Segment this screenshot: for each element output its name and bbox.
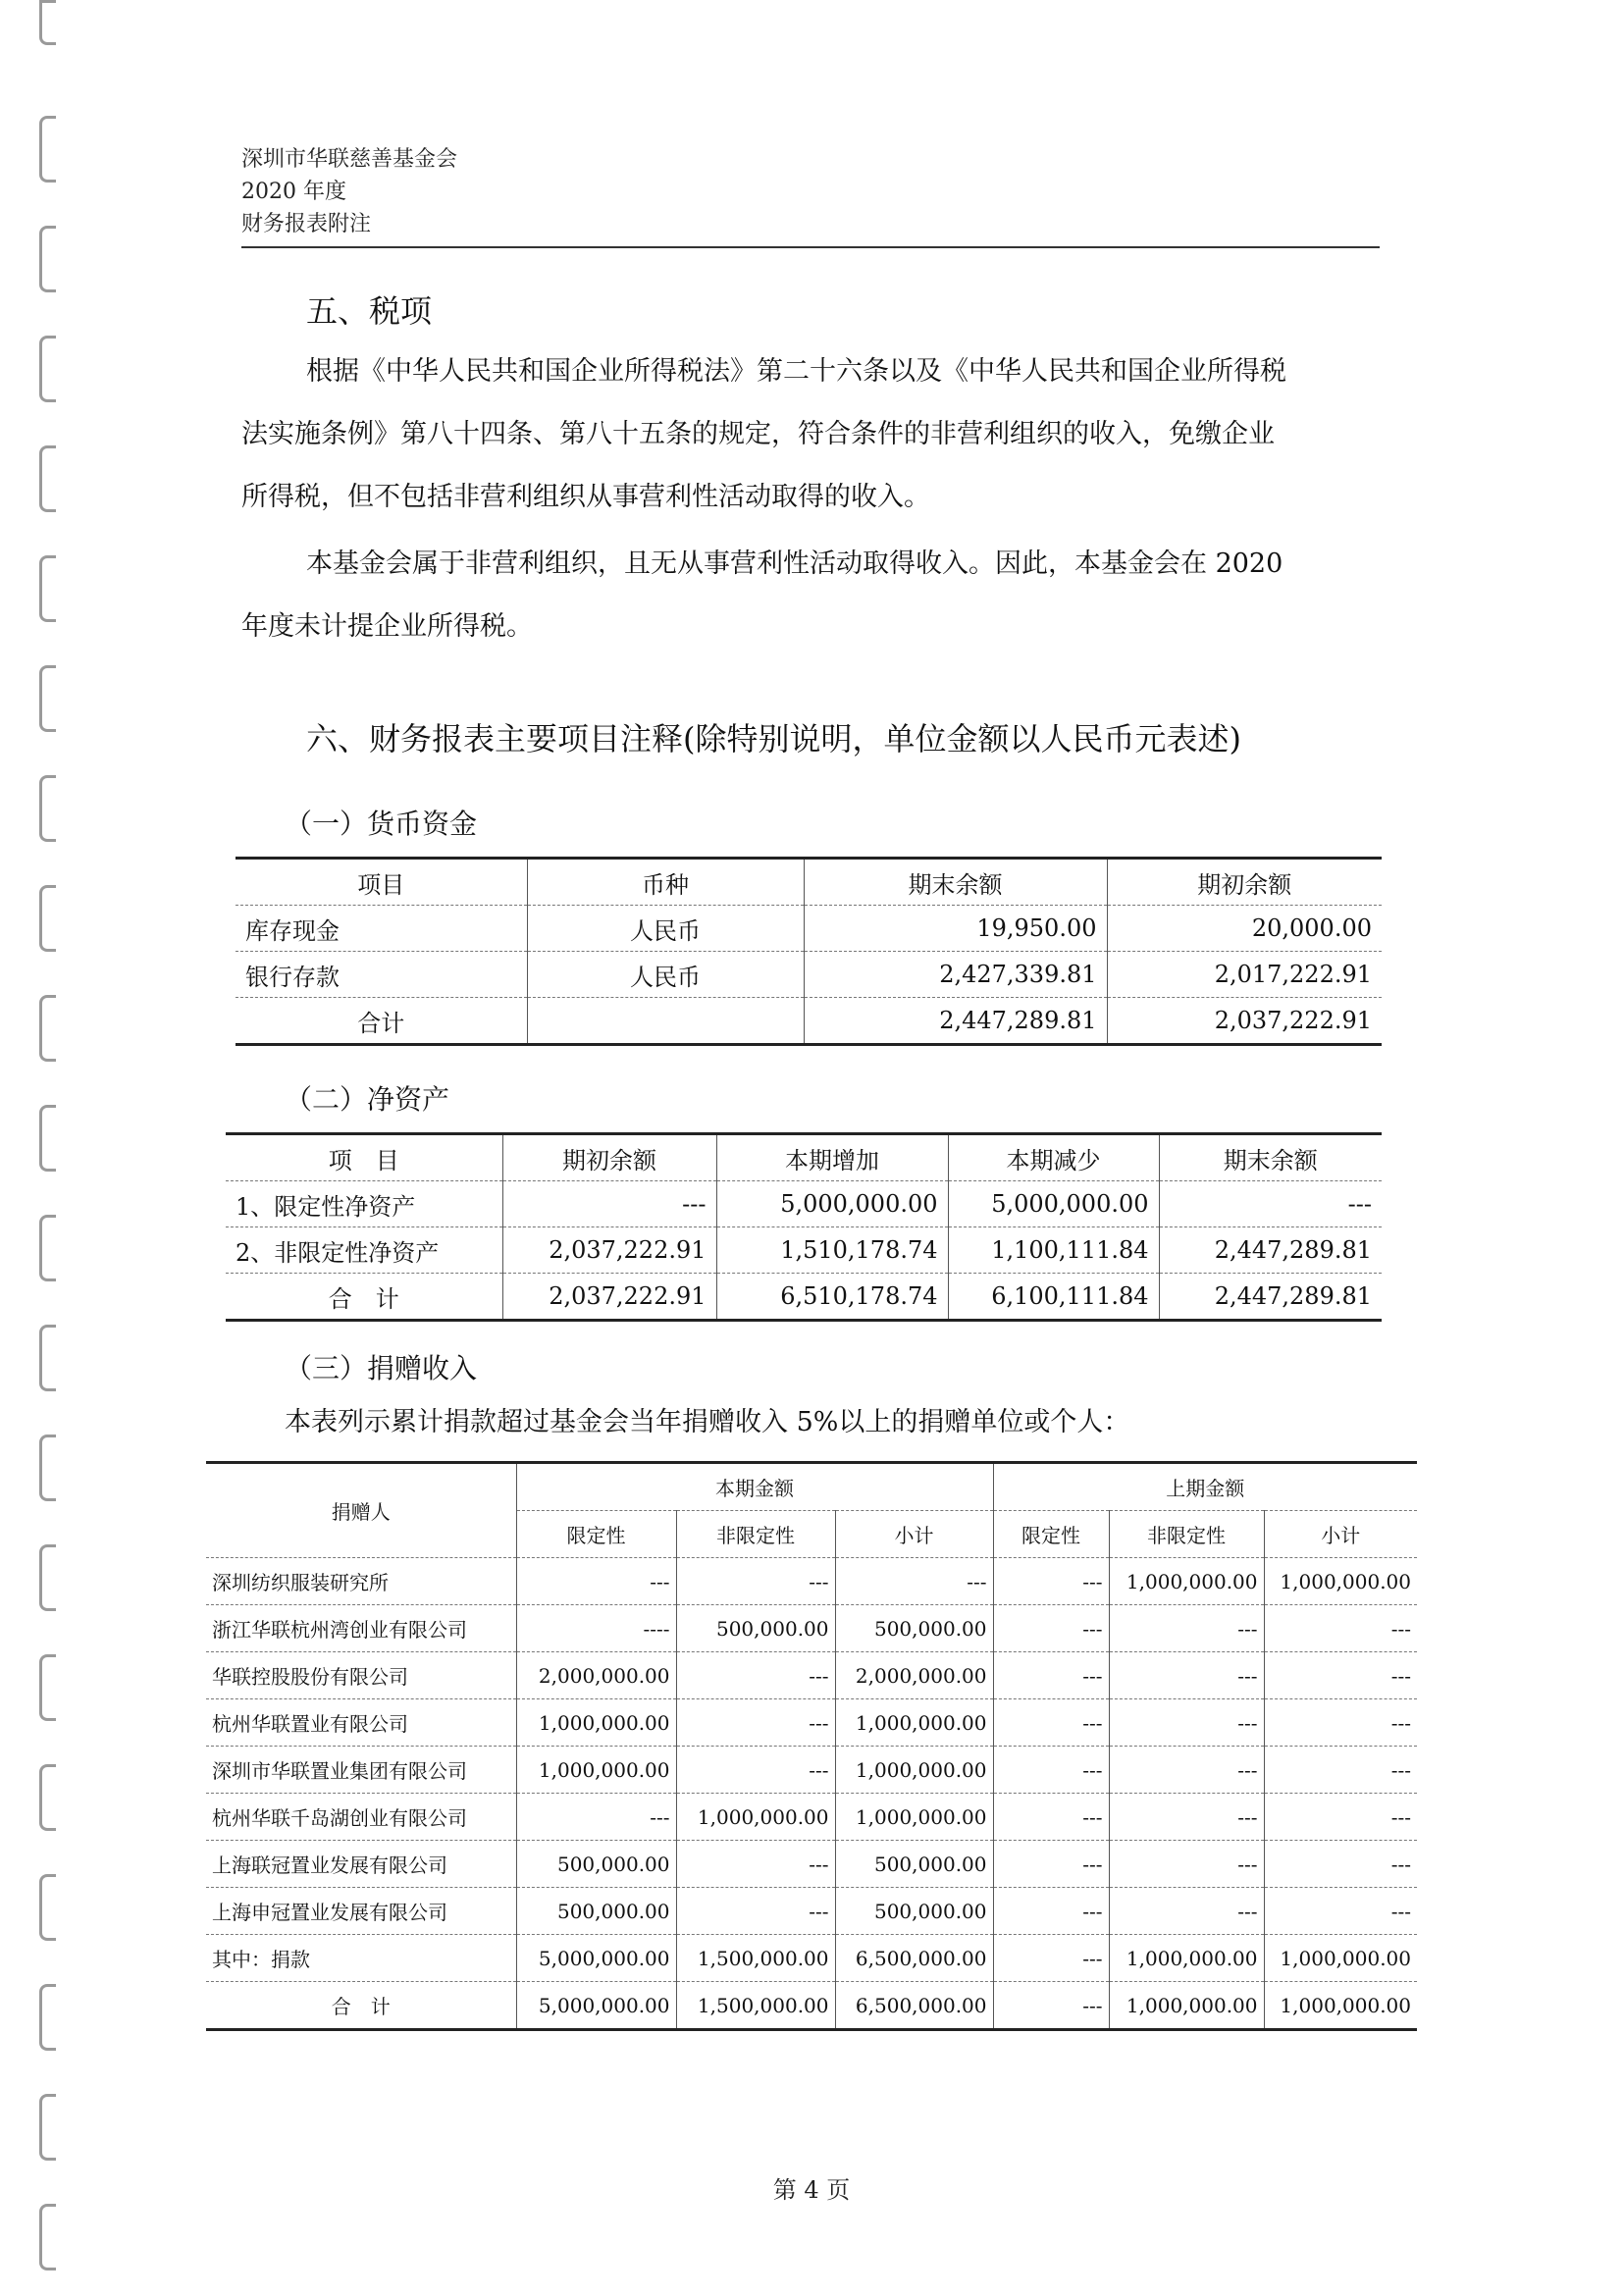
binder-ring	[39, 336, 56, 402]
cell-increase: 6,510,178.74	[716, 1274, 948, 1321]
binder-ring	[39, 1764, 56, 1831]
cell-begin: 2,037,222.91	[502, 1274, 716, 1321]
cell-value: ---	[835, 1558, 993, 1605]
cell-value: ----	[516, 1605, 676, 1652]
column-header: 期末余额	[804, 859, 1107, 906]
column-header: 小计	[1264, 1511, 1417, 1558]
binder-ring	[39, 1874, 56, 1941]
cell-currency: 人民币	[527, 906, 804, 952]
cell-value: ---	[1109, 1888, 1264, 1935]
column-header: 非限定性	[1109, 1511, 1264, 1558]
net-assets-section-title: （二）净资产	[285, 1083, 450, 1116]
table-row	[206, 1935, 1417, 1982]
column-header: 期初余额	[502, 1134, 716, 1181]
section-5-paragraph-2-cont	[241, 596, 1380, 658]
cell-donor: 其中：捐款	[206, 1935, 516, 1982]
header-doc: 财务报表附注	[241, 212, 372, 236]
column-header: 期初余额	[1107, 859, 1382, 906]
cell-value: ---	[1109, 1794, 1264, 1841]
column-header: 币种	[527, 859, 804, 906]
cell-item: 银行存款	[236, 952, 527, 998]
table-row	[206, 1699, 1417, 1747]
header-year: 2020 年度	[241, 180, 346, 204]
cell-value: 1,000,000.00	[1109, 1982, 1264, 2030]
cell-value: ---	[676, 1558, 835, 1605]
paragraph-line: 所得税，但不包括非营利组织从事营利性活动取得的收入。	[241, 482, 930, 512]
column-header-donor: 捐赠人	[206, 1463, 516, 1558]
binder-ring	[39, 885, 56, 952]
cell-begin-balance: 20,000.00	[1107, 906, 1382, 952]
cell-decrease: 5,000,000.00	[948, 1181, 1159, 1227]
binder-ring	[39, 445, 56, 512]
cell-value: ---	[676, 1747, 835, 1794]
binder-ring	[39, 2204, 56, 2270]
cell-value: 1,000,000.00	[676, 1794, 835, 1841]
header-org: 深圳市华联慈善基金会	[241, 147, 458, 172]
cell-value: ---	[993, 1747, 1109, 1794]
cell-currency: 人民币	[527, 952, 804, 998]
cell-value: ---	[1109, 1605, 1264, 1652]
cell-value: ---	[1264, 1747, 1417, 1794]
binder-ring	[39, 775, 56, 842]
cell-value: 500,000.00	[676, 1605, 835, 1652]
cash-table	[236, 857, 1382, 1046]
cell-end-balance: 19,950.00	[804, 906, 1107, 952]
cell-value: ---	[676, 1652, 835, 1699]
binder-ring	[39, 1215, 56, 1281]
cell-increase: 5,000,000.00	[716, 1181, 948, 1227]
binder-ring	[39, 116, 56, 183]
cell-item: 2、非限定性净资产	[226, 1227, 502, 1274]
column-header: 本期增加	[716, 1134, 948, 1181]
page-number: 第 4 页	[772, 2176, 851, 2204]
table-row	[206, 1794, 1417, 1841]
cell-value: 500,000.00	[835, 1888, 993, 1935]
cell-value: ---	[993, 1558, 1109, 1605]
cell-value: 500,000.00	[516, 1841, 676, 1888]
cell-end-balance: 2,447,289.81	[804, 998, 1107, 1045]
table-row	[226, 1181, 1382, 1227]
table-total-row	[226, 1274, 1382, 1321]
cell-begin-balance: 2,037,222.91	[1107, 998, 1382, 1045]
table-header-row	[236, 859, 1382, 906]
cell-value: 2,000,000.00	[835, 1652, 993, 1699]
section-5-paragraph-1-cont	[241, 403, 1380, 529]
paragraph-line: 本基金会属于非营利组织，且无从事营利性活动取得收入。因此，本基金会在 2020	[306, 548, 1283, 579]
column-header: 非限定性	[676, 1511, 835, 1558]
table-row	[206, 1888, 1417, 1935]
paragraph-line: 根据《中华人民共和国企业所得税法》第二十六条以及《中华人民共和国企业所得税	[306, 356, 1286, 387]
cell-value: 1,000,000.00	[835, 1747, 993, 1794]
cell-value: 1,000,000.00	[1109, 1558, 1264, 1605]
cell-value: ---	[1264, 1605, 1417, 1652]
table-total-row	[206, 1982, 1417, 2030]
cell-value: ---	[1109, 1841, 1264, 1888]
table-row	[206, 1747, 1417, 1794]
cell-donor: 华联控股股份有限公司	[206, 1652, 516, 1699]
cell-value: ---	[1264, 1652, 1417, 1699]
binder-ring	[39, 1325, 56, 1391]
cell-value: 5,000,000.00	[516, 1935, 676, 1982]
cell-value: ---	[993, 1841, 1109, 1888]
cell-item: 1、限定性净资产	[226, 1181, 502, 1227]
cell-value: 6,500,000.00	[835, 1935, 993, 1982]
table-row	[236, 906, 1382, 952]
cell-value: ---	[993, 1652, 1109, 1699]
cell-donor: 深圳纺织服装研究所	[206, 1558, 516, 1605]
cell-value: ---	[993, 1699, 1109, 1747]
cell-value: 1,000,000.00	[516, 1699, 676, 1747]
section-6-title: 六、财务报表主要项目注释(除特别说明，单位金额以人民币元表述)	[306, 720, 1241, 757]
cell-value: ---	[1109, 1652, 1264, 1699]
cell-value: 1,000,000.00	[516, 1747, 676, 1794]
donations-table	[206, 1461, 1417, 2031]
table-row	[236, 952, 1382, 998]
binder-ring	[39, 555, 56, 622]
cell-item: 合 计	[226, 1274, 502, 1321]
cell-value: ---	[516, 1794, 676, 1841]
cell-value: 1,000,000.00	[835, 1699, 993, 1747]
section-5-paragraph-2	[306, 533, 1386, 596]
paragraph-line: 法实施条例》第八十四条、第八十五条的规定，符合条件的非营利组织的收入，免缴企业	[241, 419, 1275, 449]
cell-end: 2,447,289.81	[1159, 1274, 1382, 1321]
cell-value: ---	[1264, 1888, 1417, 1935]
binder-ring	[39, 1435, 56, 1501]
cell-value: ---	[516, 1558, 676, 1605]
column-header-previous-period: 上期金额	[993, 1463, 1417, 1511]
cell-value: ---	[676, 1699, 835, 1747]
cell-donor: 杭州华联置业有限公司	[206, 1699, 516, 1747]
column-header: 本期减少	[948, 1134, 1159, 1181]
cell-value: 500,000.00	[835, 1841, 993, 1888]
cell-begin-balance: 2,017,222.91	[1107, 952, 1382, 998]
section-5-title: 五、税项	[306, 292, 433, 330]
column-header: 项目	[236, 859, 527, 906]
cell-donor: 深圳市华联置业集团有限公司	[206, 1747, 516, 1794]
cell-value: 6,500,000.00	[835, 1982, 993, 2030]
net-assets-table	[226, 1132, 1382, 1322]
section-5-paragraph-1	[306, 340, 1386, 403]
cell-decrease: 6,100,111.84	[948, 1274, 1159, 1321]
cell-end: 2,447,289.81	[1159, 1227, 1382, 1274]
cell-value: 1,000,000.00	[1264, 1982, 1417, 2030]
cell-value: 1,000,000.00	[835, 1794, 993, 1841]
cell-value: ---	[1264, 1794, 1417, 1841]
binder-ring	[39, 1544, 56, 1611]
donations-section-title: （三）捐赠收入	[285, 1352, 478, 1384]
cell-value: ---	[993, 1982, 1109, 2030]
cell-donor: 上海联冠置业发展有限公司	[206, 1841, 516, 1888]
binder-ring	[39, 1654, 56, 1721]
cell-donor: 杭州华联千岛湖创业有限公司	[206, 1794, 516, 1841]
cell-item: 库存现金	[236, 906, 527, 952]
cell-value: ---	[1264, 1699, 1417, 1747]
table-total-row	[236, 998, 1382, 1045]
cell-value: 1,000,000.00	[1264, 1558, 1417, 1605]
table-row	[206, 1652, 1417, 1699]
cell-end-balance: 2,427,339.81	[804, 952, 1107, 998]
cell-begin: 2,037,222.91	[502, 1227, 716, 1274]
binder-ring	[39, 665, 56, 732]
cell-value: 1,000,000.00	[1264, 1935, 1417, 1982]
cell-increase: 1,510,178.74	[716, 1227, 948, 1274]
cell-value: ---	[676, 1841, 835, 1888]
column-header: 期末余额	[1159, 1134, 1382, 1181]
column-header: 限定性	[516, 1511, 676, 1558]
paragraph-line: 年度未计提企业所得税。	[241, 611, 533, 642]
cell-value: ---	[676, 1888, 835, 1935]
table-header-row	[206, 1463, 1417, 1511]
cell-begin: ---	[502, 1181, 716, 1227]
cell-value: 1,000,000.00	[1109, 1935, 1264, 1982]
cash-section-title: （一）货币资金	[285, 808, 478, 840]
donations-intro: 本表列示累计捐款超过基金会当年捐赠收入 5%以上的捐赠单位或个人：	[285, 1407, 1130, 1437]
table-row	[226, 1227, 1382, 1274]
cell-value: ---	[1264, 1841, 1417, 1888]
cell-value: 500,000.00	[835, 1605, 993, 1652]
cell-value: 1,500,000.00	[676, 1982, 835, 2030]
cell-value: ---	[993, 1605, 1109, 1652]
page-header	[241, 143, 457, 240]
binder-ring	[39, 1984, 56, 2051]
binder-ring	[39, 2094, 56, 2161]
table-row	[206, 1841, 1417, 1888]
column-header: 限定性	[993, 1511, 1109, 1558]
column-header-current-period: 本期金额	[516, 1463, 993, 1511]
column-header: 小计	[835, 1511, 993, 1558]
cell-value: ---	[993, 1935, 1109, 1982]
cell-decrease: 1,100,111.84	[948, 1227, 1159, 1274]
cell-value: 1,500,000.00	[676, 1935, 835, 1982]
table-row	[206, 1558, 1417, 1605]
binder-ring	[39, 226, 56, 292]
cell-donor: 浙江华联杭州湾创业有限公司	[206, 1605, 516, 1652]
cell-end: ---	[1159, 1181, 1382, 1227]
cell-value: ---	[1109, 1747, 1264, 1794]
cell-value: ---	[1109, 1699, 1264, 1747]
binder-ring	[39, 995, 56, 1062]
cell-value: ---	[993, 1794, 1109, 1841]
cell-item: 合计	[236, 998, 527, 1045]
column-header: 项 目	[226, 1134, 502, 1181]
cell-value: 500,000.00	[516, 1888, 676, 1935]
cell-value: ---	[993, 1888, 1109, 1935]
cell-donor: 上海申冠置业发展有限公司	[206, 1888, 516, 1935]
table-row	[206, 1605, 1417, 1652]
header-divider	[241, 246, 1380, 248]
cell-value: 2,000,000.00	[516, 1652, 676, 1699]
cell-donor: 合 计	[206, 1982, 516, 2030]
cell-currency	[527, 998, 804, 1045]
binder-ring	[39, 0, 56, 45]
table-header-row	[226, 1134, 1382, 1181]
cell-value: 5,000,000.00	[516, 1982, 676, 2030]
binder-ring	[39, 1105, 56, 1172]
